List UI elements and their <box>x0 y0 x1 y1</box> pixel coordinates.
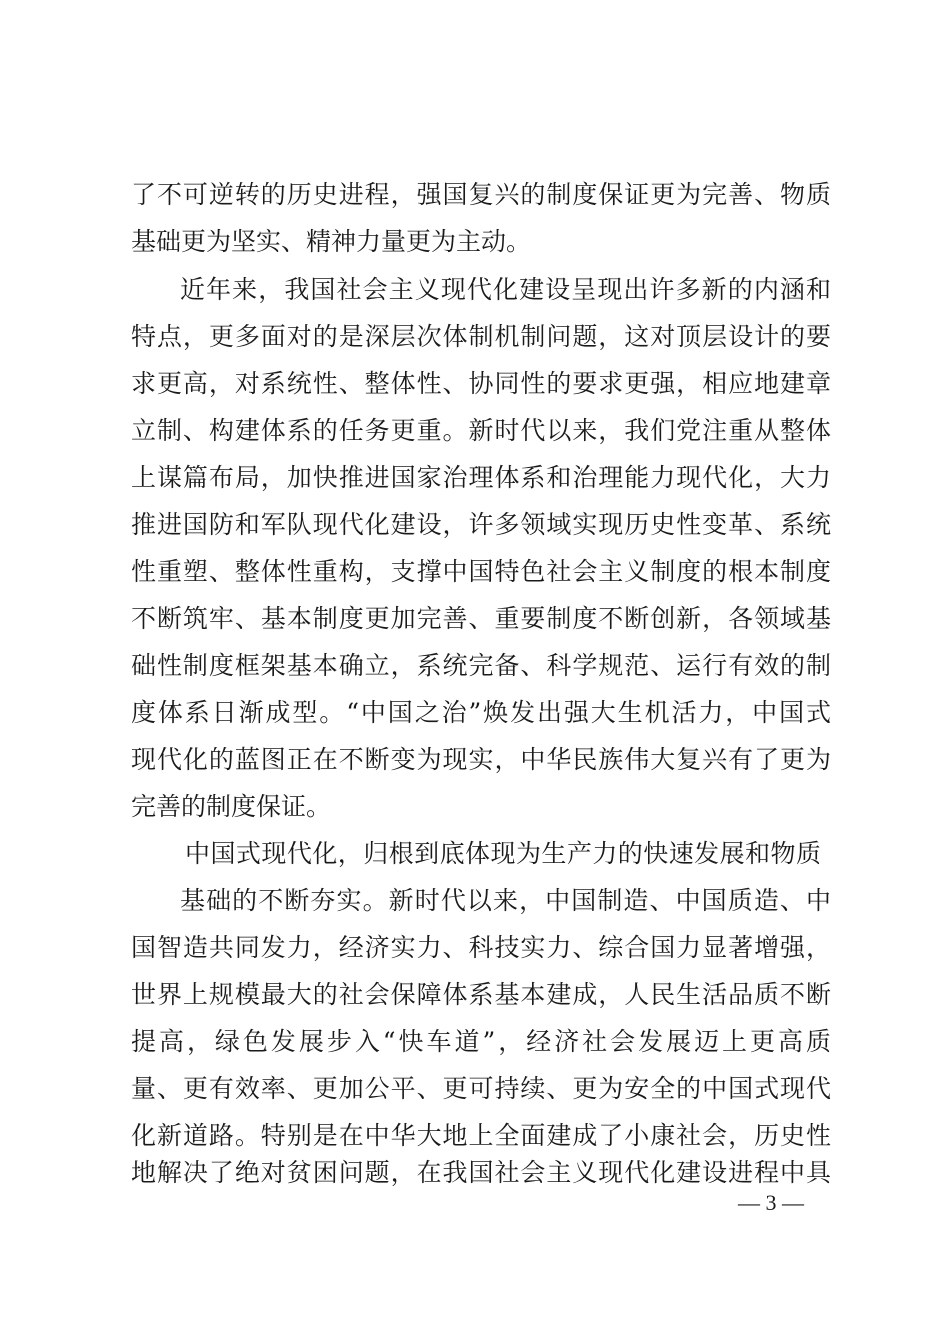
text-line: 基础更为坚实、精神力量更为主动。 <box>131 227 532 256</box>
text-line: 现代化的蓝图正在不断变为现实，中华民族伟大复兴有了更为 <box>131 745 831 774</box>
text-line: 度体系日渐成型。“中国之治”焕发出强大生机活力，中国式 <box>131 698 831 727</box>
text-line: 上谋篇布局，加快推进国家治理体系和治理能力现代化，大力 <box>131 463 831 492</box>
text-line: 特点，更多面对的是深层次体制机制问题，这对顶层设计的要 <box>131 322 831 351</box>
text-line: 立制、构建体系的任务更重。新时代以来，我们党注重从整体 <box>131 416 831 445</box>
text-line: 了不可逆转的历史进程，强国复兴的制度保证更为完善、物质 <box>131 180 831 209</box>
text-line: 国智造共同发力，经济实力、科技实力、综合国力显著增强， <box>131 933 831 962</box>
text-line: 化新道路。特别是在中华大地上全面建成了小康社会，历史性 <box>131 1121 831 1150</box>
text-line: 世界上规模最大的社会保障体系基本建成，人民生活品质不断 <box>131 980 831 1009</box>
page-number: — 3 — <box>738 1190 804 1215</box>
text-line: 完善的制度保证。 <box>131 792 332 821</box>
text-line: 础性制度框架基本确立，系统完备、科学规范、运行有效的制 <box>131 651 831 680</box>
text-line: 求更高，对系统性、整体性、协同性的要求更强，相应地建章 <box>131 369 831 398</box>
text-line: 量、更有效率、更加公平、更可持续、更为安全的中国式现代 <box>131 1074 831 1103</box>
text-line: 提高，绿色发展步入“快车道”，经济社会发展迈上更高质 <box>131 1027 831 1056</box>
text-line: 中国式现代化，归根到底体现为生产力的快速发展和物质 <box>185 839 821 868</box>
text-line: 地解决了绝对贫困问题，在我国社会主义现代化建设进程中具 <box>131 1158 831 1187</box>
text-line: 性重塑、整体性重构，支撑中国特色社会主义制度的根本制度 <box>131 557 831 586</box>
text-line: 不断筑牢、基本制度更加完善、重要制度不断创新，各领域基 <box>131 604 831 633</box>
text-line: 基础的不断夯实。新时代以来，中国制造、中国质造、中 <box>180 886 831 915</box>
text-line: 近年来，我国社会主义现代化建设呈现出许多新的内涵和 <box>180 275 831 304</box>
text-line: 推进国防和军队现代化建设，许多领域实现历史性变革、系统 <box>131 510 831 539</box>
